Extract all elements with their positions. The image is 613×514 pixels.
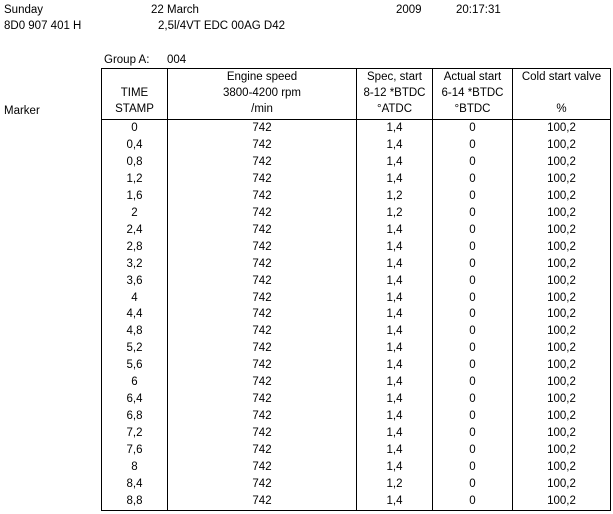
spec-start-cell: 1,2 xyxy=(357,205,433,222)
cold-start-valve-cell: 100,2 xyxy=(513,239,611,256)
actual-start-cell: 0 xyxy=(433,340,513,357)
column-header-line: Spec, start xyxy=(367,71,422,83)
column-header-line: Cold start valve xyxy=(521,71,602,83)
time-label: 20:17:31 xyxy=(456,4,501,16)
cold-start-valve-cell: 100,2 xyxy=(513,408,611,425)
table-row xyxy=(102,120,611,137)
cold-start-valve-cell: 100,2 xyxy=(513,137,611,154)
time-stamp-cell: 4 xyxy=(102,290,168,307)
column-header-line: STAMP xyxy=(115,102,154,115)
column-header-line xyxy=(513,86,610,102)
table-row xyxy=(102,154,611,171)
marker-label: Marker xyxy=(4,105,40,117)
engine-speed-cell: 742 xyxy=(168,340,357,357)
time-stamp-cell: 0,4 xyxy=(102,137,168,154)
spec-start-cell: 1,4 xyxy=(357,374,433,391)
cold-start-valve-cell: 100,2 xyxy=(513,391,611,408)
cold-start-valve-cell: 100,2 xyxy=(513,273,611,290)
table-row xyxy=(102,188,611,205)
table-row xyxy=(102,205,611,222)
actual-start-cell: 0 xyxy=(433,154,513,171)
column-header-line: °BTDC xyxy=(454,102,491,115)
actual-start-cell: 0 xyxy=(433,205,513,222)
spec-start-cell: 1,4 xyxy=(357,323,433,340)
cold-start-valve-cell: 100,2 xyxy=(513,425,611,442)
column-header-line: °ATDC xyxy=(376,102,413,115)
cold-start-valve-cell: 100,2 xyxy=(513,120,611,137)
cold-start-valve-cell: 100,2 xyxy=(513,171,611,188)
time-stamp-cell: 2 xyxy=(102,205,168,222)
cold-start-valve-cell: 100,2 xyxy=(513,154,611,171)
time-stamp-cell: 3,6 xyxy=(102,273,168,290)
cold-start-valve-cell: 100,2 xyxy=(513,222,611,239)
spec-start-cell: 1,4 xyxy=(357,493,433,510)
engine-speed-cell: 742 xyxy=(168,120,357,137)
part-number-label: 8D0 907 401 H xyxy=(4,20,82,32)
spec-start-cell: 1,4 xyxy=(357,306,433,323)
table-row xyxy=(102,171,611,188)
engine-speed-cell: 742 xyxy=(168,154,357,171)
actual-start-cell: 0 xyxy=(433,256,513,273)
engine-speed-cell: 742 xyxy=(168,188,357,205)
spec-start-cell: 1,4 xyxy=(357,442,433,459)
spec-start-cell: 1,4 xyxy=(357,357,433,374)
column-header-line: 6-14 *BTDC xyxy=(441,86,504,99)
cold-start-valve-cell: 100,2 xyxy=(513,306,611,323)
cold-start-valve-cell: 100,2 xyxy=(513,357,611,374)
actual-start-cell: 0 xyxy=(433,239,513,256)
spec-start-cell: 1,4 xyxy=(357,222,433,239)
column-header-line: Engine speed xyxy=(226,71,298,83)
column-header-line: TIME xyxy=(120,86,149,99)
table-row xyxy=(102,340,611,357)
table-row xyxy=(102,306,611,323)
actual-start-cell: 0 xyxy=(433,459,513,476)
time-stamp-cell: 1,2 xyxy=(102,171,168,188)
cold-start-valve-cell: 100,2 xyxy=(513,256,611,273)
table-header-row xyxy=(102,69,611,120)
day-label: Sunday xyxy=(4,4,44,16)
engine-speed-cell: 742 xyxy=(168,171,357,188)
table-row xyxy=(102,459,611,476)
cold-start-valve-cell: 100,2 xyxy=(513,340,611,357)
engine-speed-cell: 742 xyxy=(168,408,357,425)
engine-speed-cell: 742 xyxy=(168,222,357,239)
group-label: Group A: xyxy=(104,54,150,66)
time-stamp-cell: 1,6 xyxy=(102,188,168,205)
year-label: 2009 xyxy=(396,4,422,16)
table-row xyxy=(102,137,611,154)
table-row xyxy=(102,408,611,425)
engine-speed-cell: 742 xyxy=(168,290,357,307)
table-row xyxy=(102,442,611,459)
table-row xyxy=(102,323,611,340)
actual-start-cell: 0 xyxy=(433,357,513,374)
engine-speed-cell: 742 xyxy=(168,256,357,273)
engine-speed-cell: 742 xyxy=(168,374,357,391)
time-stamp-cell: 8,8 xyxy=(102,493,168,510)
engine-speed-cell: 742 xyxy=(168,306,357,323)
time-stamp-cell: 5,2 xyxy=(102,340,168,357)
spec-start-cell: 1,4 xyxy=(357,425,433,442)
cold-start-valve-cell: 100,2 xyxy=(513,323,611,340)
table-row xyxy=(102,256,611,273)
table-row xyxy=(102,391,611,408)
table-row xyxy=(102,357,611,374)
spec-start-cell: 1,4 xyxy=(357,120,433,137)
spec-start-cell: 1,4 xyxy=(357,408,433,425)
actual-start-cell: 0 xyxy=(433,306,513,323)
column-header-line: 8-12 *BTDC xyxy=(363,86,426,99)
spec-start-cell: 1,4 xyxy=(357,137,433,154)
actual-start-cell: 0 xyxy=(433,374,513,391)
time-stamp-cell: 2,4 xyxy=(102,222,168,239)
column-header-line: 3800-4200 rpm xyxy=(223,86,301,99)
time-stamp-cell: 3,2 xyxy=(102,256,168,273)
table-row xyxy=(102,273,611,290)
actual-start-cell: 0 xyxy=(433,323,513,340)
column-header-engine-speed xyxy=(168,69,357,120)
spec-start-cell: 1,4 xyxy=(357,391,433,408)
column-header-line xyxy=(102,70,167,86)
actual-start-cell: 0 xyxy=(433,120,513,137)
cold-start-valve-cell: 100,2 xyxy=(513,188,611,205)
actual-start-cell: 0 xyxy=(433,408,513,425)
group-value: 004 xyxy=(167,54,187,66)
cold-start-valve-cell: 100,2 xyxy=(513,493,611,510)
column-header-actual-start xyxy=(433,69,513,120)
engine-speed-cell: 742 xyxy=(168,442,357,459)
cold-start-valve-cell: 100,2 xyxy=(513,374,611,391)
engine-speed-cell: 742 xyxy=(168,357,357,374)
column-header-time-stamp xyxy=(102,69,168,120)
time-stamp-cell: 8,4 xyxy=(102,476,168,493)
engine-speed-cell: 742 xyxy=(168,239,357,256)
engine-speed-cell: 742 xyxy=(168,205,357,222)
actual-start-cell: 0 xyxy=(433,188,513,205)
spec-start-cell: 1,4 xyxy=(357,171,433,188)
column-header-line: % xyxy=(556,102,567,115)
column-header-line: /min xyxy=(251,102,273,115)
actual-start-cell: 0 xyxy=(433,476,513,493)
time-stamp-cell: 0,8 xyxy=(102,154,168,171)
time-stamp-cell: 7,2 xyxy=(102,425,168,442)
spec-start-cell: 1,4 xyxy=(357,290,433,307)
actual-start-cell: 0 xyxy=(433,137,513,154)
cold-start-valve-cell: 100,2 xyxy=(513,205,611,222)
table-row xyxy=(102,476,611,493)
spec-start-cell: 1,2 xyxy=(357,188,433,205)
spec-start-cell: 1,2 xyxy=(357,476,433,493)
engine-description-label: 2,5l/4VT EDC 00AG D42 xyxy=(158,20,285,32)
column-header-spec-start xyxy=(357,69,433,120)
engine-speed-cell: 742 xyxy=(168,273,357,290)
spec-start-cell: 1,4 xyxy=(357,459,433,476)
table-row xyxy=(102,493,611,510)
time-stamp-cell: 8 xyxy=(102,459,168,476)
spec-start-cell: 1,4 xyxy=(357,340,433,357)
date-label: 22 March xyxy=(151,4,199,16)
actual-start-cell: 0 xyxy=(433,290,513,307)
column-header-line: Actual start xyxy=(443,71,502,83)
time-stamp-cell: 6,4 xyxy=(102,391,168,408)
actual-start-cell: 0 xyxy=(433,493,513,510)
column-header-cold-start-valve xyxy=(513,69,611,120)
engine-speed-cell: 742 xyxy=(168,459,357,476)
time-stamp-cell: 2,8 xyxy=(102,239,168,256)
time-stamp-cell: 4,8 xyxy=(102,323,168,340)
time-stamp-cell: 0 xyxy=(102,120,168,137)
spec-start-cell: 1,4 xyxy=(357,256,433,273)
table-row xyxy=(102,425,611,442)
engine-speed-cell: 742 xyxy=(168,137,357,154)
engine-speed-cell: 742 xyxy=(168,493,357,510)
actual-start-cell: 0 xyxy=(433,425,513,442)
measurement-table xyxy=(101,68,611,511)
spec-start-cell: 1,4 xyxy=(357,239,433,256)
time-stamp-cell: 4,4 xyxy=(102,306,168,323)
actual-start-cell: 0 xyxy=(433,391,513,408)
actual-start-cell: 0 xyxy=(433,442,513,459)
table-row xyxy=(102,239,611,256)
time-stamp-cell: 6 xyxy=(102,374,168,391)
cold-start-valve-cell: 100,2 xyxy=(513,290,611,307)
actual-start-cell: 0 xyxy=(433,222,513,239)
time-stamp-cell: 6,8 xyxy=(102,408,168,425)
table-row xyxy=(102,290,611,307)
cold-start-valve-cell: 100,2 xyxy=(513,442,611,459)
engine-speed-cell: 742 xyxy=(168,323,357,340)
spec-start-cell: 1,4 xyxy=(357,273,433,290)
engine-speed-cell: 742 xyxy=(168,425,357,442)
engine-speed-cell: 742 xyxy=(168,476,357,493)
cold-start-valve-cell: 100,2 xyxy=(513,476,611,493)
actual-start-cell: 0 xyxy=(433,171,513,188)
table-row xyxy=(102,374,611,391)
time-stamp-cell: 5,6 xyxy=(102,357,168,374)
table-body xyxy=(102,120,611,511)
engine-speed-cell: 742 xyxy=(168,391,357,408)
spec-start-cell: 1,4 xyxy=(357,154,433,171)
table-row xyxy=(102,222,611,239)
cold-start-valve-cell: 100,2 xyxy=(513,459,611,476)
actual-start-cell: 0 xyxy=(433,273,513,290)
time-stamp-cell: 7,6 xyxy=(102,442,168,459)
